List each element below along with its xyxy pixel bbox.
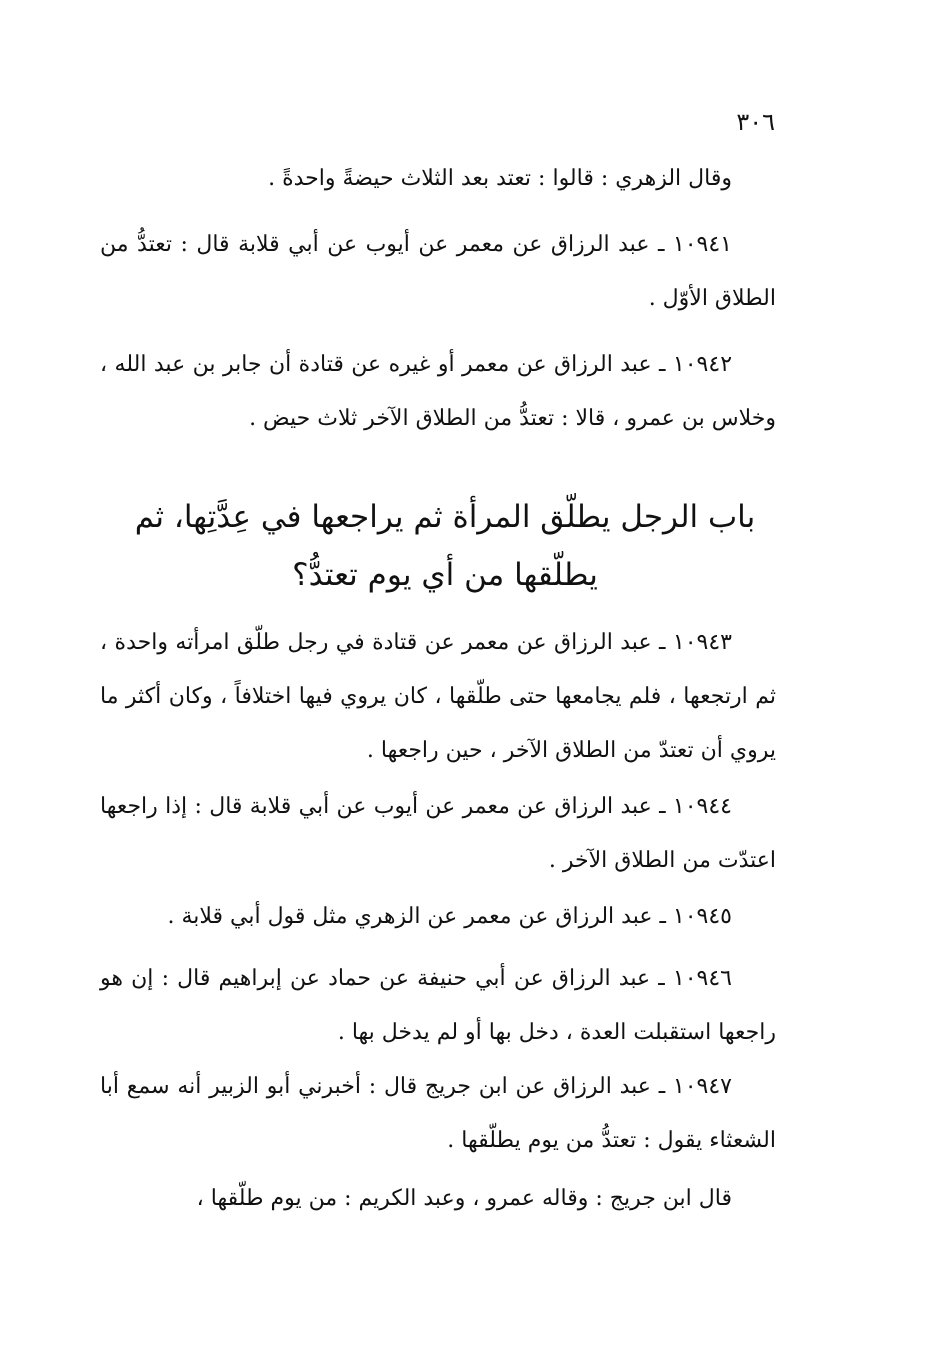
paragraph-ibn-jurayj: قال ابن جريج : وقاله عمرو ، وعبد الكريم : من يوم طلّقها ،: [196, 1186, 732, 1211]
page-number: ٣٠٦: [736, 108, 775, 136]
chapter-heading-line-2: يطلّقها من أي يوم تعتدُّ؟: [292, 557, 598, 593]
paragraph-10945: ١٠٩٤٥ ـ عبد الرزاق عن معمر عن الزهري مثل قول أبي قلابة .: [167, 904, 732, 929]
paragraph-10944: ١٠٩٤٤ ـ عبد الرزاق عن معمر عن أيوب عن أبي قلابة قال : إذا راجعها اعتدّت من الطلاق الآخر .: [100, 794, 776, 873]
paragraph-10946: ١٠٩٤٦ ـ عبد الرزاق عن أبي حنيفة عن حماد عن إبراهيم قال : إن هو راجعها استقبلت العدة ، دخل بها أو لم يدخل بها .: [100, 966, 776, 1045]
paragraph-zuhri: وقال الزهري : قالوا : تعتد بعد الثلاث حيضةً واحدةً .: [268, 166, 732, 191]
paragraph-10943: ١٠٩٤٣ ـ عبد الرزاق عن معمر عن قتادة في رجل طلّق امرأته واحدة ، ثم ارتجعها ، فلم يجامعها حتى طلّقها ، كان يروي فيها اختلافاً ، وكان أكثر ما يروي أن تعتدّ من الطلاق الآخر ، حين راجعها .: [100, 630, 776, 763]
paragraph-10941: ١٠٩٤١ ـ عبد الرزاق عن معمر عن أيوب عن أبي قلابة قال : تعتدُّ من الطلاق الأوّل .: [100, 232, 776, 311]
chapter-heading-line-1: باب الرجل يطلّق المرأة ثم يراجعها في عِدَّتِها، ثم: [134, 499, 756, 535]
paragraph-10947: ١٠٩٤٧ ـ عبد الرزاق عن ابن جريج قال : أخبرني أبو الزبير أنه سمع أبا الشعثاء يقول : تعتدُّ من يوم يطلّقها .: [100, 1074, 776, 1153]
paragraph-10942: ١٠٩٤٢ ـ عبد الرزاق عن معمر أو غيره عن قتادة أن جابر بن عبد الله ، وخلاس بن عمرو ، قالا : تعتدُّ من الطلاق الآخر ثلاث حيض .: [100, 352, 776, 431]
chapter-heading: [120, 488, 770, 604]
